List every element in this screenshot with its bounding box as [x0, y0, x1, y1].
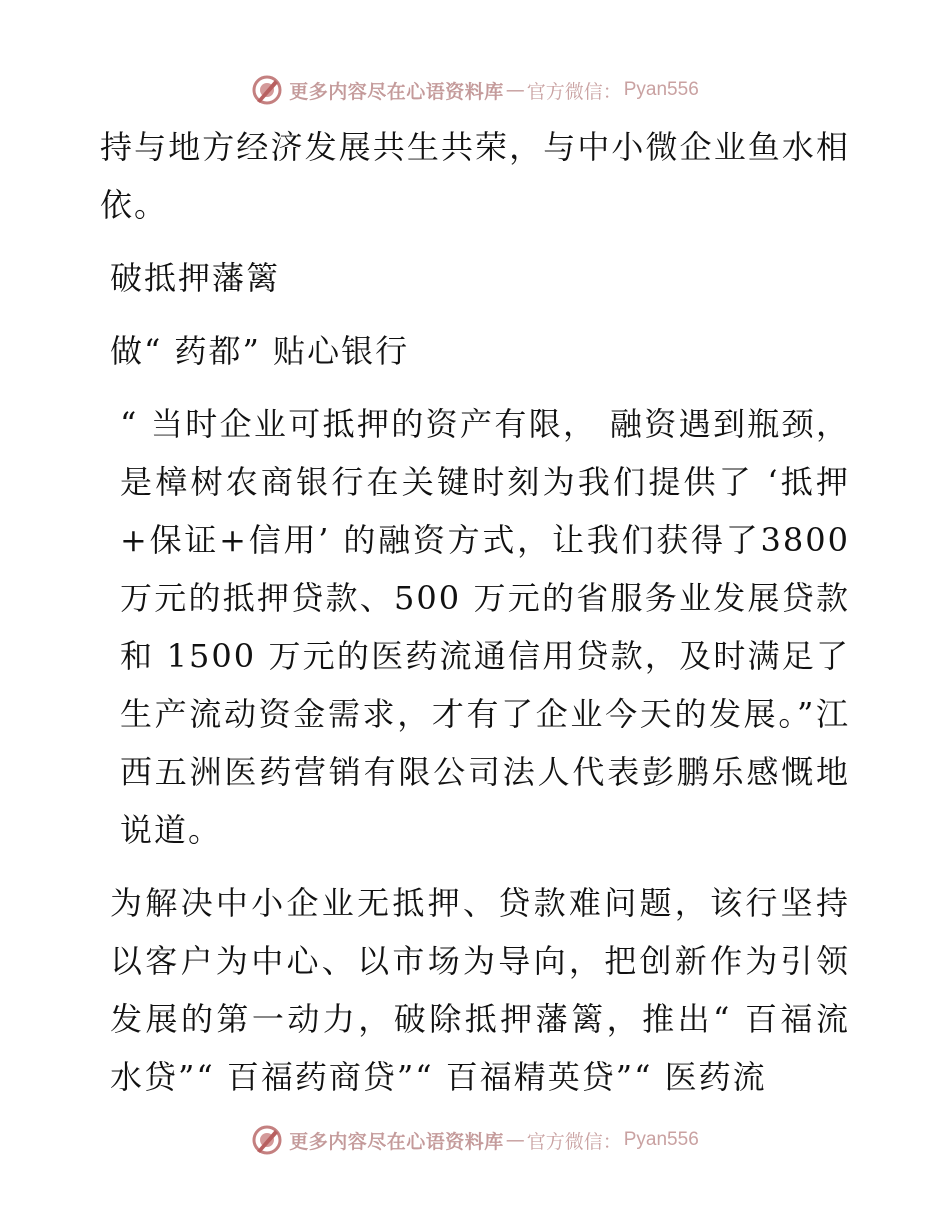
quill-logo-icon	[251, 74, 283, 106]
paragraph-quote: “ 当时企业可抵押的资产有限， 融资遇到瓶颈， 是樟树农商银行在关键时刻为我们提供了 ‘抵押+保证+信用’ 的融资方式，让我们获得了3800 万元的抵押贷款、500 万元的省服务业发展贷款和 1500 万元的医药流通信用贷款，及时满足了生产流动资金需求，才有了企业今天的发展。”江西五洲医药营销有限公司法人代表彭鹏乐感慨地说道。	[120, 405, 850, 849]
watermark-site-text: 更多内容尽在心语资料库	[289, 1130, 504, 1153]
paragraph-continuation: 持与地方经济发展共生共荣，与中小微企业鱼水相依。	[100, 128, 850, 224]
section-heading-line-1: 破抵押藩篱	[110, 259, 281, 297]
header-watermark	[0, 70, 950, 110]
watermark-wechat-id: Pyan556	[623, 79, 699, 100]
watermark-wechat-label: 官方微信：	[526, 80, 622, 103]
watermark-site-text: 更多内容尽在心语资料库	[289, 80, 504, 103]
paragraph-initiatives: 为解决中小企业无抵押、贷款难问题，该行坚持以客户为中心、以市场为导向，把创新作为引领发展的第一动力，破除抵押藩篱，推出“ 百福流水贷”“ 百福药商贷”“ 百福精英贷”“ 医药流	[110, 884, 850, 1096]
section-heading-line-2: 做“ 药都” 贴心银行	[110, 332, 410, 370]
watermark-wechat-label: 官方微信：	[526, 1130, 622, 1153]
footer-watermark	[0, 1120, 950, 1160]
watermark-separator: —	[505, 79, 525, 101]
watermark-wechat-id: Pyan556	[623, 1129, 699, 1150]
quill-logo-icon	[251, 1124, 283, 1156]
watermark-separator: —	[505, 1129, 525, 1151]
document-body	[100, 118, 850, 1106]
